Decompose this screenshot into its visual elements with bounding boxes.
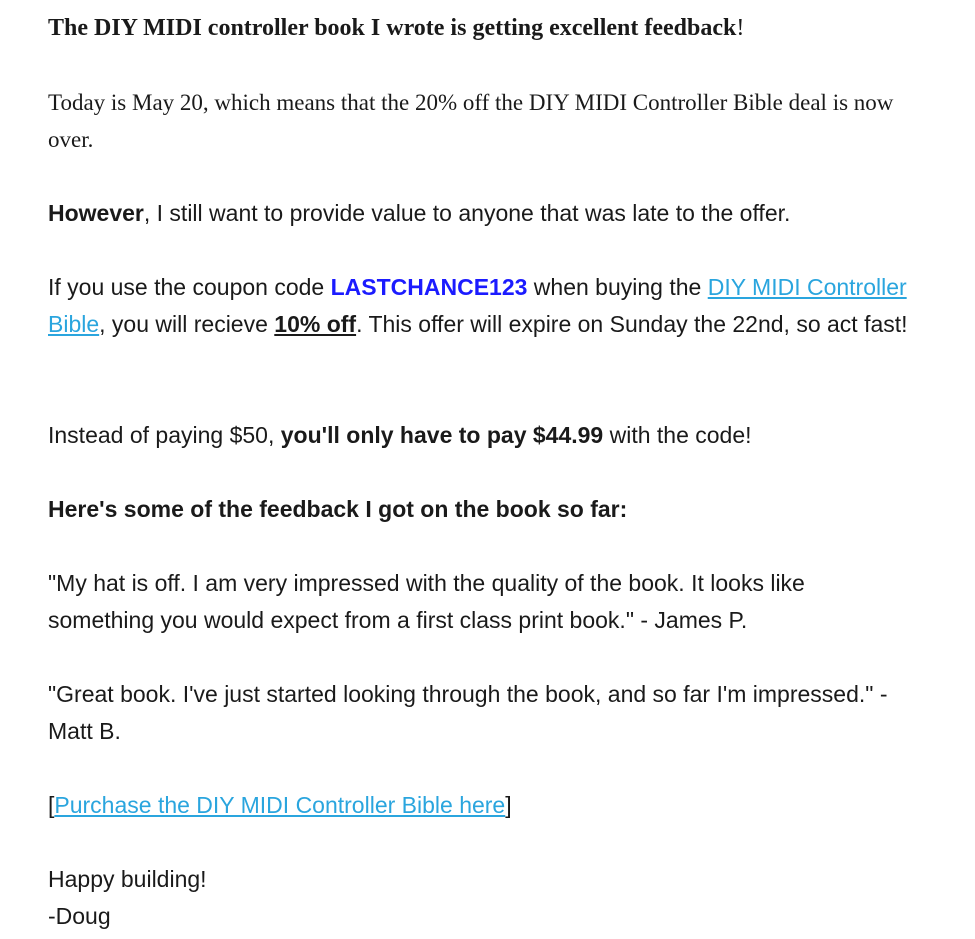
intro-paragraph: Today is May 20, which means that the 20% off the DIY MIDI Controller Bible deal is now over.: [48, 90, 894, 152]
signoff-line2: -Doug: [48, 903, 111, 929]
however-paragraph: [48, 195, 790, 232]
feedback-heading-text: Here's some of the feedback I got on the book so far:: [48, 496, 628, 522]
discount-text: 10% off: [274, 311, 357, 337]
price-bold: you'll only have to pay $44.99: [280, 422, 604, 448]
coupon-pre: If you use the coupon code: [48, 274, 331, 300]
coupon-mid: when buying the: [527, 274, 708, 300]
signoff-line1: Happy building!: [48, 866, 207, 892]
headline-bold: The DIY MIDI controller book I wrote is getting excellent feedback: [48, 15, 737, 41]
price-paragraph: [48, 417, 752, 454]
testimonial-matt: "Great book. I've just started looking through the book, and so far I'm impressed." - Matt B.: [48, 681, 888, 744]
purchase-link[interactable]: Purchase the DIY MIDI Controller Bible here: [54, 792, 506, 818]
purchase-line: [48, 787, 512, 824]
testimonial-james: "My hat is off. I am very impressed with the quality of the book. It looks like something you would expect from a first class print book." - James P.: [48, 570, 805, 633]
coupon-post: . This offer will expire on Sunday the 22nd, so act fast!: [356, 311, 908, 337]
however-bold: However: [48, 200, 144, 226]
coupon-code: LASTCHANCE123: [330, 274, 528, 300]
feedback-heading: [48, 491, 627, 528]
purchase-bracket-open: [: [48, 792, 55, 818]
purchase-bracket-close: ]: [505, 792, 512, 818]
book-link[interactable]: DIY MIDI Controller Bible: [48, 274, 907, 337]
coupon-paragraph: [48, 269, 908, 343]
price-pre: Instead of paying $50,: [48, 422, 281, 448]
headline: [48, 10, 744, 47]
however-rest: , I still want to provide value to anyone that was late to the offer.: [143, 200, 791, 226]
headline-end: !: [736, 15, 745, 41]
coupon-mid2: , you will recieve: [99, 311, 275, 337]
signoff: [48, 861, 207, 935]
price-post: with the code!: [603, 422, 752, 448]
